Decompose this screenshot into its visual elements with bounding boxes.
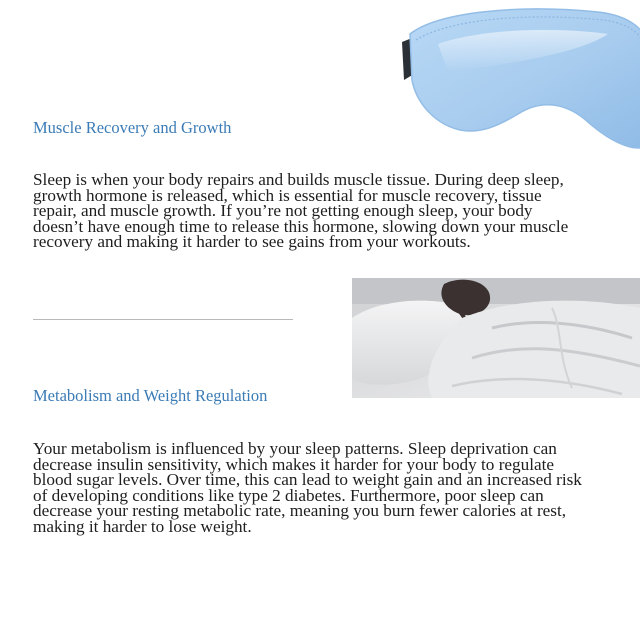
sleep-mask-illustration — [398, 0, 640, 164]
sleep-mask-image — [398, 0, 640, 164]
sleeping-person-illustration — [352, 278, 640, 398]
sleeping-person-photo — [352, 278, 640, 398]
section-body-muscle-recovery: Sleep is when your body repairs and builds muscle tissue. During deep sleep, growth hormone is released, which is essential for muscle recovery, tissue repair, and muscle growth. If you’re not getting enough sleep, your body doesn’t have enough time to release this hormone, slowing down your muscle recovery and making it harder to see gains from your workouts. — [33, 170, 569, 252]
section-heading-metabolism: Metabolism and Weight Regulation — [33, 386, 268, 405]
section-divider — [33, 319, 293, 320]
section-body-metabolism: Your metabolism is influenced by your sleep patterns. Sleep deprivation can decrease insulin sensitivity, which makes it harder for your body to regulate blood sugar levels. Over time, this can lead to weight gain and an increased risk of developing conditions like type 2 diabetes. Furthermore, poor sleep can decrease your resting metabolic rate, meaning you burn fewer calories at rest, making it harder to lose weight. — [33, 439, 582, 536]
section-heading-muscle-recovery: Muscle Recovery and Growth — [33, 118, 232, 137]
